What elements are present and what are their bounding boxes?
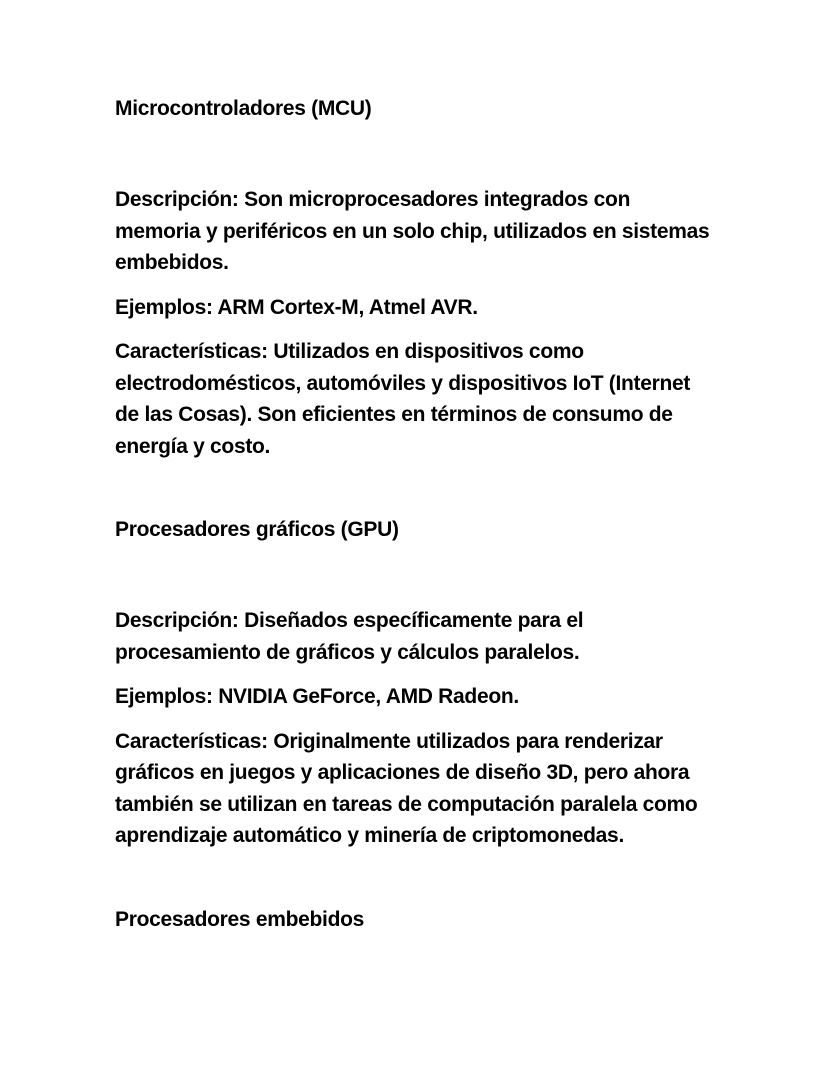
document-content xyxy=(115,93,715,935)
paragraph-ejemplos: Ejemplos: ARM Cortex-M, Atmel AVR. xyxy=(115,295,478,319)
paragraph-caracteristicas: Características: Originalmente utilizados para renderizar gráficos en juegos y aplicaciones de diseño 3D, pero ahora también se utilizan en tareas de computación paralela como aprendizaje automático y minería de criptomonedas. xyxy=(115,729,698,847)
paragraph-descripcion: Descripción: Son microprocesadores integrados con memoria y periféricos en un solo chip, utilizados en sistemas embebidos. xyxy=(115,188,710,274)
section-procesadores-embebidos xyxy=(115,904,715,935)
section-heading: Procesadores embebidos xyxy=(115,907,364,931)
paragraph-caracteristicas: Características: Utilizados en dispositivos como electrodomésticos, automóviles y dispositivos IoT (Internet de las Cosas). Son eficientes en términos de consumo de energía y costo. xyxy=(115,340,691,458)
section-heading: Procesadores gráficos (GPU) xyxy=(115,518,399,541)
section-heading: Microcontroladores (MCU) xyxy=(115,97,372,120)
section-microcontroladores xyxy=(115,93,715,462)
paragraph-ejemplos: Ejemplos: NVIDIA GeForce, AMD Radeon. xyxy=(115,685,519,708)
paragraph-descripcion: Descripción: Diseñados específicamente para el procesamiento de gráficos y cálculos paralelos. xyxy=(115,609,584,664)
section-procesadores-graficos xyxy=(115,514,715,852)
